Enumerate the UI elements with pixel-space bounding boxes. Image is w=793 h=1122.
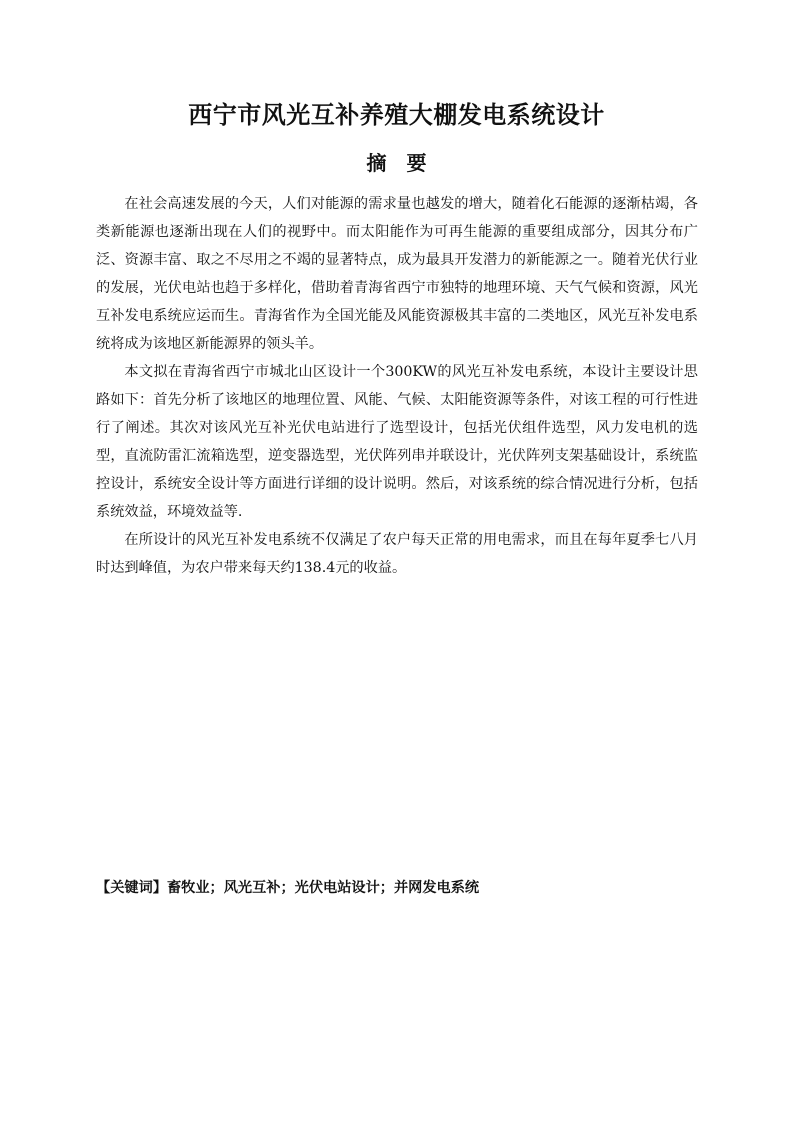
abstract-paragraph-2: 本文拟在青海省西宁市城北山区设计一个300KW的风光互补发电系统，本设计主要设计思路如下：首先分析了该地区的地理位置、风能、气候、太阳能资源等条件，对该工程的可行性进行了阐述。其次对该风光互补光伏电站进行了选型设计，包括光伏组件选型，风力发电机的选型，直流防雷汇流箱选型，逆变器选型，光伏阵列串并联设计，光伏阵列支架基础设计，系统监控设计，系统安全设计等方面进行详细的设计说明。然后，对该系统的综合情况进行分析，包括系统效益，环境效益等.: [96, 364, 698, 520]
keywords-line: [96, 876, 698, 900]
keywords-values: 畜牧业；风光互补；光伏电站设计；并网发电系统: [166, 880, 480, 896]
abstract-paragraph-3: 在所设计的风光互补发电系统不仅满足了农户每天正常的用电需求，而且在每年夏季七八月时达到峰值，为农户带来每天约138.4元的收益。: [96, 532, 698, 576]
abstract-paragraph-1: 在社会高速发展的今天，人们对能源的需求量也越发的增大，随着化石能源的逐渐枯竭，各类新能源也逐渐出现在人们的视野中。而太阳能作为可再生能源的重要组成部分，因其分布广泛、资源丰富、取之不尽用之不竭的显著特点，成为最具开发潜力的新能源之一。随着光伏行业的发展，光伏电站也趋于多样化，借助着青海省西宁市独特的地理环境、天气气候和资源，风光互补发电系统应运而生。青海省作为全国光能及风能资源极其丰富的二类地区，风光互补发电系统将成为该地区新能源界的领头羊。: [96, 196, 698, 352]
abstract-body: [96, 190, 698, 582]
abstract-heading: 摘要: [366, 151, 447, 175]
paper-title: 西宁市风光互补养殖大棚发电系统设计: [188, 101, 605, 129]
keywords-label: 【关键词】: [96, 880, 167, 896]
